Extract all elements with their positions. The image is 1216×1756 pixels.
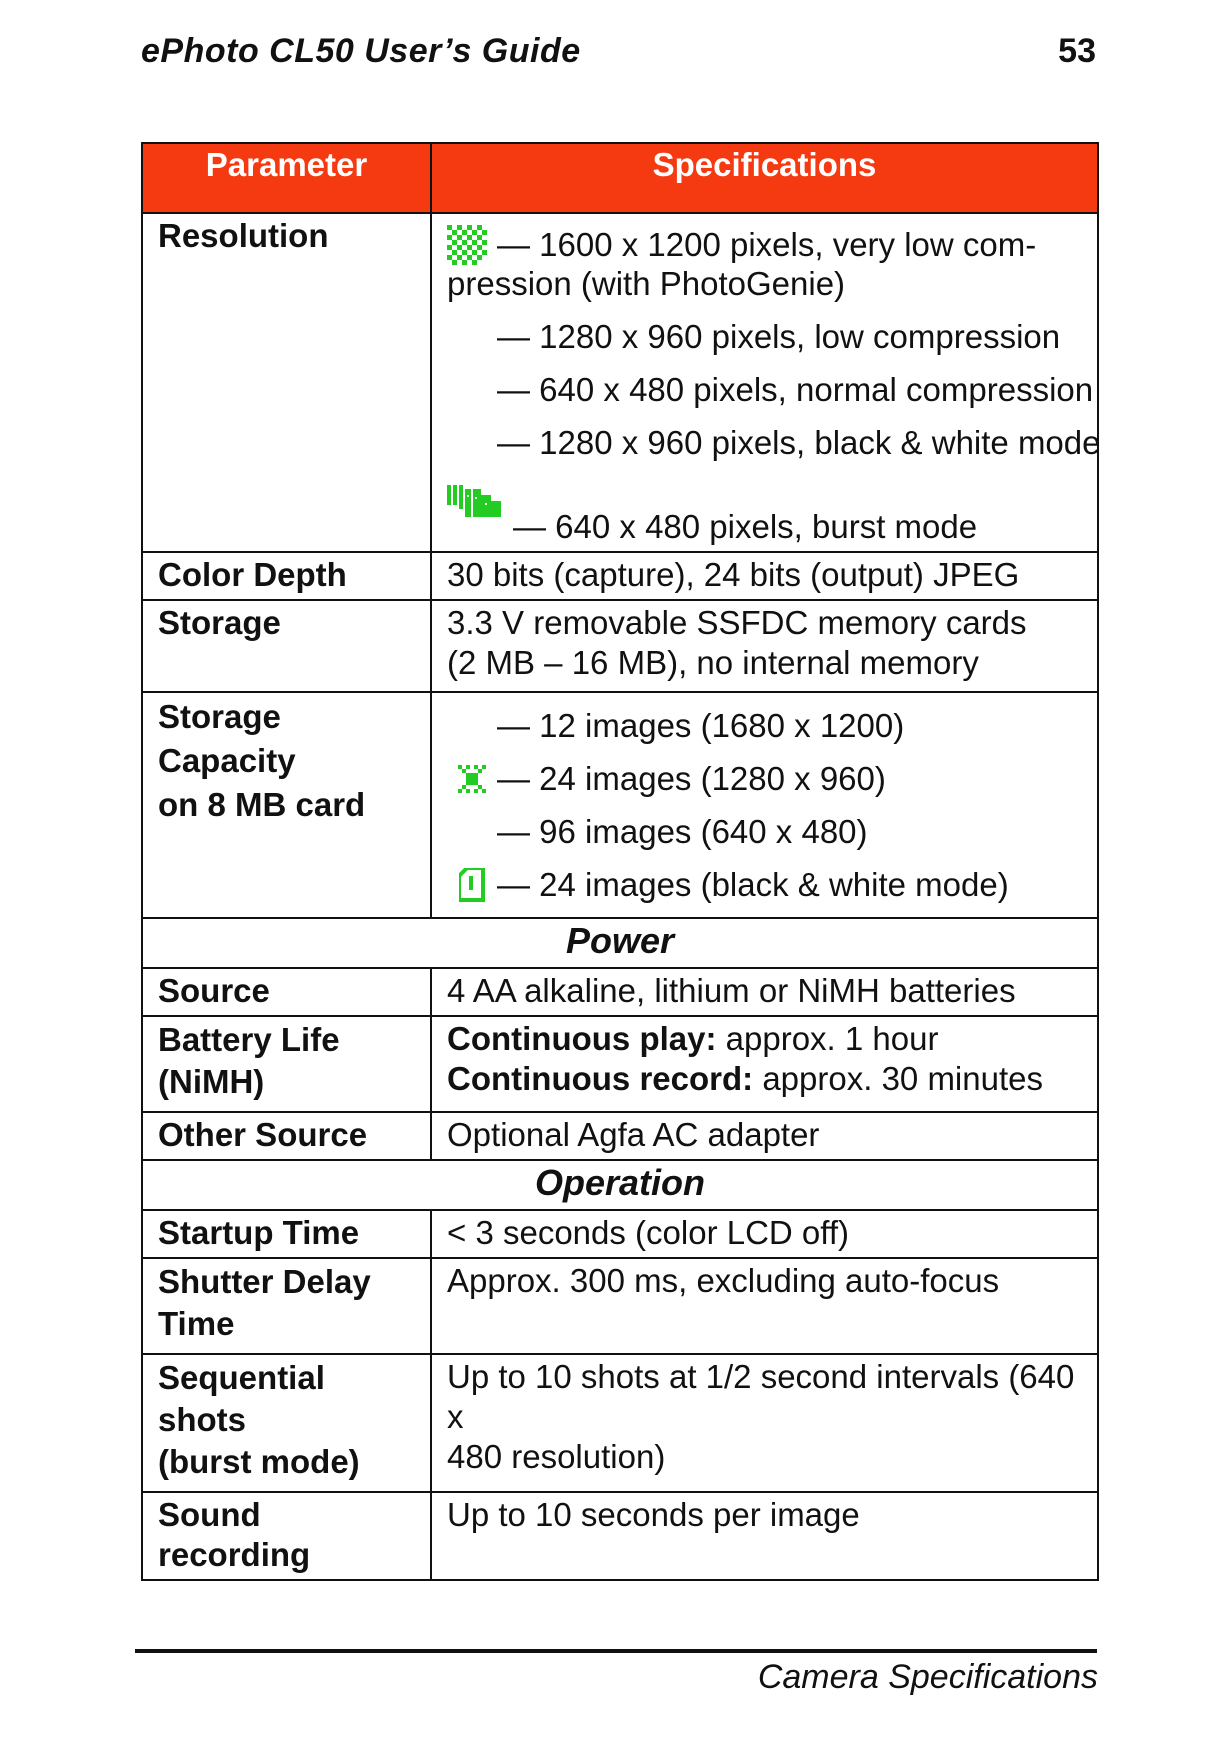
burst-mode-icon: [447, 485, 513, 519]
list-item: — 1600 x 1200 pixels, very low com-: [447, 220, 1091, 270]
column-header-parameter: Parameter: [142, 143, 431, 213]
table-header-row: [142, 143, 1098, 213]
list-item: — 640 x 480 pixels, normal compression: [497, 370, 1094, 408]
table-row: [142, 1210, 1098, 1258]
spec-storage: 3.3 V removable SSFDC memory cards (2 MB – 16 MB), no internal memory: [431, 600, 1098, 692]
table-row: [142, 1354, 1098, 1492]
table-row: [142, 1112, 1098, 1160]
param-sound-recording: Sound recording: [142, 1492, 431, 1580]
table-row: [142, 1016, 1098, 1112]
list-item: — 24 images (1280 x 960): [447, 752, 1091, 805]
table-row: [142, 1258, 1098, 1354]
table-row: [142, 552, 1098, 600]
table-row: [142, 600, 1098, 692]
guide-title: ePhoto CL50 User’s Guide: [141, 32, 581, 70]
param-color-depth: Color Depth: [142, 552, 431, 600]
list-item: — 1280 x 960 pixels, black & white mode: [497, 423, 1101, 461]
table-row: [142, 1492, 1098, 1580]
very-high-quality-icon: [447, 225, 497, 265]
specifications-table: [141, 142, 1099, 1581]
param-storage: Storage: [142, 600, 431, 692]
list-item: — 12 images (1680 x 1200): [497, 706, 905, 744]
param-shutter-delay: Shutter Delay Time: [142, 1258, 431, 1354]
table-row: [142, 968, 1098, 1016]
spec-battery-life: Continuous play: approx. 1 hour Continuous record: approx. 30 minutes: [431, 1016, 1098, 1112]
param-other-source: Other Source: [142, 1112, 431, 1160]
list-item: — 1280 x 960 pixels, low compression: [497, 317, 1061, 355]
list-item: — 24 images (black & white mode): [447, 858, 1091, 911]
page-header: [141, 32, 1096, 82]
param-resolution: Resolution: [142, 213, 431, 552]
param-storage-capacity: Storage Capacity on 8 MB card: [142, 692, 431, 918]
table-row: [142, 213, 1098, 552]
spec-source: 4 AA alkaline, lithium or NiMH batteries: [431, 968, 1098, 1016]
column-header-specifications: Specifications: [431, 143, 1098, 213]
spec-startup-time: < 3 seconds (color LCD off): [431, 1210, 1098, 1258]
spec-sound-recording: Up to 10 seconds per image: [431, 1492, 1098, 1580]
spec-resolution: — 1600 x 1200 pixels, very low com- pression (with PhotoGenie) — 1280 x 960 pixels, low compression — 640 x 480 pixels, normal compression — 1280 x 960 pixels, black & white mode — 640 x 480 pixels, burst mode: [431, 213, 1098, 552]
section-row: [142, 918, 1098, 968]
param-startup-time: Startup Time: [142, 1210, 431, 1258]
param-battery-life: Battery Life (NiMH): [142, 1016, 431, 1112]
list-item: — 96 images (640 x 480): [497, 812, 868, 850]
footer-section-title: Camera Specifications: [757, 1658, 1098, 1696]
section-operation: Operation: [142, 1160, 1098, 1210]
param-source: Source: [142, 968, 431, 1016]
spec-other-source: Optional Agfa AC adapter: [431, 1112, 1098, 1160]
page-number: 53: [1058, 32, 1096, 70]
bw-mode-icon: [447, 868, 497, 902]
list-item: — 640 x 480 pixels, burst mode: [447, 469, 1091, 547]
section-power: Power: [142, 918, 1098, 968]
spec-shutter-delay: Approx. 300 ms, excluding auto-focus: [431, 1258, 1098, 1354]
spec-color-depth: 30 bits (capture), 24 bits (output) JPEG: [431, 552, 1098, 600]
footer-rule: [135, 1649, 1097, 1653]
spec-storage-capacity: [431, 692, 1098, 918]
spec-sequential-shots: Up to 10 shots at 1/2 second intervals (640 x 480 resolution): [431, 1354, 1098, 1492]
high-quality-icon: [447, 765, 497, 793]
section-row: [142, 1160, 1098, 1210]
param-sequential-shots: Sequential shots (burst mode): [142, 1354, 431, 1492]
table-row: [142, 692, 1098, 918]
